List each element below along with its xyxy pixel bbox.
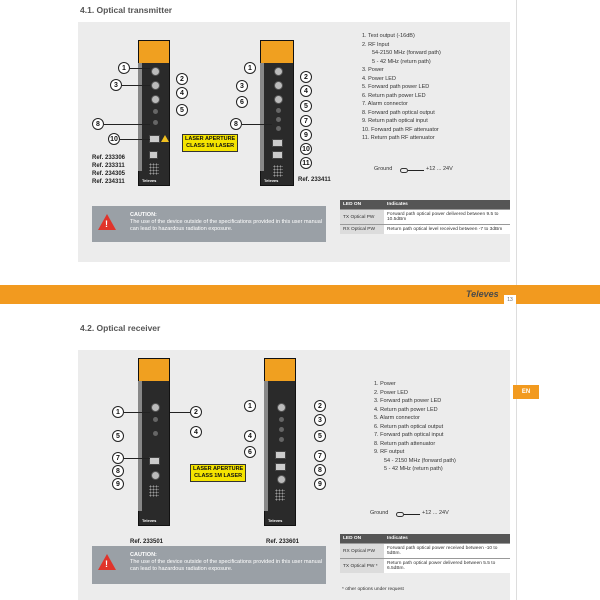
callout: 5 — [300, 100, 312, 112]
callout: 10 — [300, 143, 312, 155]
list-item: 54-2150 MHz (forward path) — [372, 50, 441, 56]
callout: 4 — [300, 85, 312, 97]
power-led — [153, 109, 158, 114]
list-item: 1. Test output (-16dB) — [362, 33, 415, 39]
callout: 9 — [300, 129, 312, 141]
callout: 9 — [112, 478, 124, 490]
callout: 1 — [244, 62, 256, 74]
voltage-label: +12 ... 24V — [426, 166, 453, 172]
list-item: 7. Alarm connector — [362, 101, 408, 107]
callout: 6 — [236, 96, 248, 108]
ref-list-left: Ref. 233306 Ref. 233311 Ref. 234305 Ref. 234311 — [92, 155, 126, 185]
module-brand: Televes — [142, 178, 157, 183]
transmitter-parts-list — [362, 32, 441, 143]
section-title-optical-receiver: 4.2. Optical receiver — [80, 323, 161, 333]
list-item: 9. Return path optical input — [362, 118, 428, 124]
ground-label: Ground — [374, 166, 393, 172]
laser-aperture-label: LASER APERTURE CLASS 1M LASER — [190, 464, 246, 482]
receiver-parts-list — [374, 380, 456, 474]
receiver-module-left: Televes — [138, 358, 170, 526]
callout: 10 — [108, 133, 120, 145]
list-item: 4. Return path power LED — [374, 406, 438, 413]
language-tab-en[interactable]: EN — [513, 385, 539, 399]
caution-box: ! CAUTION: The use of the device outside of the specifications provided in this user manual can lead to hazardous radiation exposure. — [92, 546, 326, 584]
callout: 3 — [314, 414, 326, 426]
callout: 1 — [112, 406, 124, 418]
test-output-port — [151, 67, 160, 76]
list-item: 6. Return path optical output — [374, 423, 444, 430]
power-connector — [151, 95, 160, 104]
callout: 7 — [112, 452, 124, 464]
callout: 4 — [244, 430, 256, 442]
list-item: 3. Power — [362, 67, 384, 73]
receiver-module-right: Televes — [264, 358, 296, 526]
callout: 3 — [236, 80, 248, 92]
list-item: 11. Return path RF attenuator — [362, 135, 435, 141]
callout: 8 — [92, 118, 104, 130]
list-item: 10. Forward path RF attenuator — [362, 126, 439, 133]
callout: 7 — [300, 115, 312, 127]
list-item: 7. Forward path optical input — [374, 432, 444, 438]
ref-left: Ref. 233501 — [130, 539, 164, 545]
page-number: 13 — [504, 295, 516, 305]
list-item: 9. RF output — [374, 449, 405, 455]
callout: 1 — [244, 400, 256, 412]
list-item: 5 - 42 MHz (return path) — [372, 58, 431, 65]
callout: 2 — [176, 73, 188, 85]
callout: 6 — [244, 446, 256, 458]
callout: 3 — [110, 79, 122, 91]
callout: 4 — [176, 87, 188, 99]
list-item: 54 - 2150 MHz (forward path) — [384, 457, 456, 464]
callout: 5 — [314, 430, 326, 442]
ref-right: Ref. 233601 — [266, 539, 300, 545]
ground-label: Ground — [370, 510, 389, 516]
list-item: 2. Power LED — [374, 389, 408, 396]
callout: 2 — [314, 400, 326, 412]
list-item: 4. Power LED — [362, 75, 396, 82]
footnote: * other options under request — [342, 587, 404, 592]
forward-path-power-led — [153, 120, 158, 125]
callout: 8 — [314, 464, 326, 476]
rf-input-port — [151, 81, 160, 90]
rf-attenuator — [149, 151, 158, 159]
ground-connector-icon — [396, 512, 404, 517]
callout: 8 — [112, 465, 124, 477]
transmitter-module-left — [138, 40, 170, 186]
list-item: 5. Alarm connector — [374, 415, 420, 421]
list-item: 1. Power — [374, 381, 396, 387]
list-item: 6. Return path power LED — [362, 92, 426, 99]
receiver-panel — [78, 350, 510, 600]
caution-box: ! CAUTION: The use of the device outside of the specifications provided in this user manual can lead to hazardous radiation exposure. — [92, 206, 326, 242]
laser-warning-icon — [161, 135, 169, 142]
ground-connector-icon — [400, 168, 408, 173]
led-table: LED ON Indicates RX Optical PW Forward path optical power received between -10 to 5dBm. TX Optical PW * Return path optical power delivered between 5.5 to 6.5dBm. — [340, 534, 510, 573]
vent-grid — [149, 163, 159, 175]
list-item: 2. RF Input — [362, 41, 390, 48]
callout: 8 — [230, 118, 242, 130]
voltage-label: +12 ... 24V — [422, 510, 449, 516]
ref-right: Ref. 233411 — [298, 177, 331, 183]
laser-aperture-label: LASER APERTURE CLASS 1M LASER — [182, 134, 238, 152]
callout: 4 — [190, 426, 202, 438]
callout: 7 — [314, 450, 326, 462]
callout: 2 — [190, 406, 202, 418]
optical-output-port — [149, 135, 160, 143]
callout: 5 — [176, 104, 188, 116]
list-item: 3. Forward path power LED — [374, 398, 442, 404]
list-item: 8. Return path attenuator — [374, 440, 436, 447]
callout: 2 — [300, 71, 312, 83]
brand-logo: Televes — [466, 289, 499, 299]
callout: 1 — [118, 62, 130, 74]
callout: 11 — [300, 157, 312, 169]
list-item: 5. Forward path power LED — [362, 84, 430, 90]
transmitter-panel — [78, 22, 510, 262]
callout: 9 — [314, 478, 326, 490]
section-title-optical-transmitter: 4.1. Optical transmitter — [80, 5, 173, 15]
list-item: 8. Forward path optical output — [362, 109, 435, 116]
callout: 5 — [112, 430, 124, 442]
transmitter-module-right: Televes — [260, 40, 294, 186]
list-item: 5 - 42 MHz (return path) — [384, 466, 443, 472]
led-table: LED ON Indicates TX Optical PW Forward path optical power delivered between 9.5 to 10.5dBm RX Optical PW Return path optical level received between -7 to 3dBm — [340, 200, 510, 234]
